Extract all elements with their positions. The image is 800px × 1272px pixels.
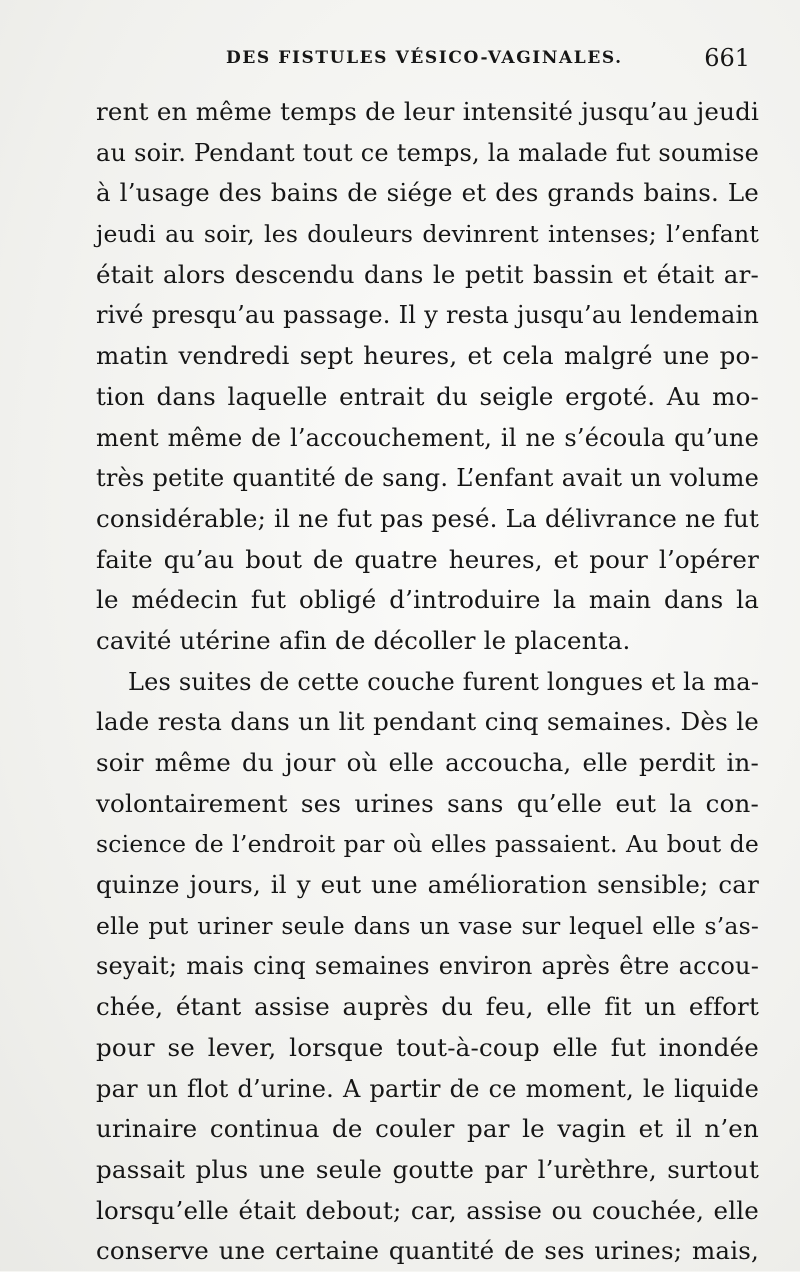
text-line: rivé presqu’au passage. Il y resta jusqu’au lendemain [96, 301, 759, 330]
text-line: conserve une certaine quantité de ses urines; mais, [96, 1236, 759, 1266]
text-line: considérable; il ne fut pas pesé. La délivrance ne fut [96, 503, 759, 533]
text-line: passait plus une seule goutte par l’urèthre, surtout [96, 1154, 759, 1184]
text-line: pour se lever, lorsque tout-à-coup elle fut inondée [96, 1032, 759, 1062]
body-text [96, 92, 759, 1272]
text-line: très petite quantité de sang. L’enfant avait un volume [96, 464, 759, 493]
text-line: le médecin fut obligé d’introduire la main dans la [96, 585, 759, 615]
paragraph-2 [96, 662, 759, 1272]
text-line: volontairement ses urines sans qu’elle eut la con- [96, 788, 759, 818]
paragraph-1 [96, 92, 759, 662]
text-line: par un flot d’urine. A partir de ce moment, le liquide [96, 1074, 759, 1103]
text-line: matin vendredi sept heures, et cela malgré une po- [96, 341, 759, 371]
page-number: 661 [704, 44, 750, 72]
text-line: quinze jours, il y eut une amélioration sensible; car [96, 870, 759, 900]
running-title: DES FISTULES VÉSICO-VAGINALES. [226, 48, 623, 68]
text-line: à l’usage des bains de siége et des grands bains. Le [96, 178, 759, 208]
text-line: cavité utérine afin de décoller le placenta. [96, 625, 631, 655]
text-line: ment même de l’accouchement, il ne s’écoula qu’une [96, 423, 759, 452]
text-line: tion dans laquelle entrait du seigle ergoté. Au mo- [96, 381, 759, 411]
text-line: lade resta dans un lit pendant cinq semaines. Dès le [96, 707, 759, 737]
text-line: rent en même temps de leur intensité jusqu’au jeudi [96, 97, 759, 126]
text-line: lorsqu’elle était debout; car, assise ou couchée, elle [96, 1195, 759, 1225]
text-line: Les suites de cette couche furent longues et la ma- [128, 667, 760, 696]
text-line: seyait; mais cinq semaines environ après être accou- [96, 952, 759, 981]
text-line: jeudi au soir, les douleurs devinrent intenses; l’enfant [96, 220, 759, 249]
running-head [0, 44, 800, 76]
text-line: faite qu’au bout de quatre heures, et pour l’opérer [96, 544, 759, 574]
text-line: science de l’endroit par où elles passaient. Au bout de [96, 830, 759, 859]
text-line: urinaire continua de couler par le vagin et il n’en [96, 1114, 759, 1144]
text-line: soir même du jour où elle accoucha, elle perdit in- [96, 748, 759, 777]
text-line: chée, étant assise auprès du feu, elle fit un effort [96, 992, 759, 1022]
text-line: était alors descendu dans le petit bassin et était ar- [96, 259, 759, 289]
text-line: elle put uriner seule dans un vase sur lequel elle s’as- [96, 911, 759, 940]
text-line: au soir. Pendant tout ce temps, la malade fut soumise [96, 138, 759, 167]
